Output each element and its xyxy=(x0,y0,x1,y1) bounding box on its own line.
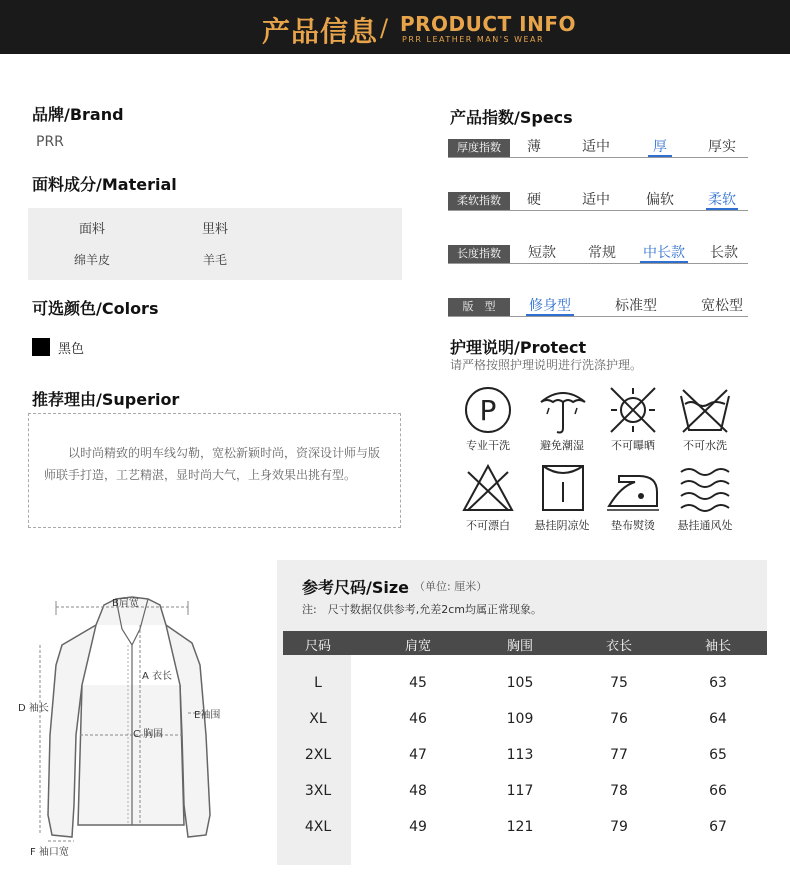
brand-title: 品牌/Brand xyxy=(32,105,124,124)
spec-divider xyxy=(448,210,748,211)
size-cell: 76 xyxy=(610,711,628,727)
care-label: 垫布熨烫 xyxy=(611,519,655,532)
size-cell: 75 xyxy=(610,675,628,691)
size-cell: 121 xyxy=(506,819,534,835)
no-bleach-icon xyxy=(460,462,516,514)
size-title: 参考尺码/Size xyxy=(302,578,410,597)
size-cell: L xyxy=(314,675,322,691)
spec-option: 常规 xyxy=(588,245,616,261)
size-cell: 63 xyxy=(709,675,727,691)
size-cell: 67 xyxy=(709,819,727,835)
material-header-lining: 里料 xyxy=(201,222,228,237)
care-label: 专业干洗 xyxy=(466,439,510,452)
spec-divider xyxy=(448,157,748,158)
header-title-en: PRODUCT INFO xyxy=(400,12,577,36)
size-cell: 3XL xyxy=(304,783,332,799)
spec-option: 适中 xyxy=(582,139,610,155)
care-label: 不可漂白 xyxy=(466,519,510,532)
spec-divider xyxy=(448,263,748,264)
size-cell: 79 xyxy=(610,819,628,835)
size-col-header: 衣长 xyxy=(605,639,632,654)
spec-divider xyxy=(448,316,748,317)
size-cell: 113 xyxy=(506,747,534,763)
size-cell: 47 xyxy=(409,747,427,763)
material-header-outer: 面料 xyxy=(78,222,105,237)
hang-ventilated-icon xyxy=(677,462,733,514)
size-cell: 77 xyxy=(610,747,628,763)
color-label: 黑色 xyxy=(58,342,85,357)
svg-text:P: P xyxy=(479,394,497,427)
material-title: 面料成分/Material xyxy=(32,175,177,194)
care-label: 悬挂阴凉处 xyxy=(534,519,590,532)
size-cell: 2XL xyxy=(304,747,332,763)
size-cell: 105 xyxy=(506,675,534,691)
size-unit: （单位: 厘米） xyxy=(414,580,488,593)
spec-option-selected: 厚 xyxy=(653,139,667,155)
size-cell: 49 xyxy=(409,819,427,835)
size-cell: 4XL xyxy=(304,819,332,835)
spec-tag-fit: 版 型 xyxy=(448,298,510,316)
hang-dry-shade-icon xyxy=(535,462,591,514)
care-label: 不可水洗 xyxy=(683,439,727,452)
spec-selected-underline xyxy=(526,314,574,316)
size-col-header: 胸围 xyxy=(506,639,533,654)
spec-option-selected: 修身型 xyxy=(529,298,571,314)
diagram-label-shoulder: B肩宽 xyxy=(112,598,139,609)
spec-selected-underline xyxy=(706,208,738,210)
spec-tag-softness: 柔软指数 xyxy=(448,192,510,210)
brand-value: PRR xyxy=(36,134,64,150)
avoid-humidity-icon xyxy=(535,384,591,436)
diagram-label-sleeve-length: D 袖长 xyxy=(18,703,49,714)
spec-tag-thickness: 厚度指数 xyxy=(448,139,510,157)
spec-option: 宽松型 xyxy=(701,298,743,314)
diagram-label-cuff: F 袖口宽 xyxy=(30,847,69,858)
spec-option: 标准型 xyxy=(615,298,657,314)
size-cell: 117 xyxy=(506,783,534,799)
diagram-label-chest: C 胸围 xyxy=(133,729,164,740)
spec-option: 厚实 xyxy=(708,139,736,155)
spec-option-selected: 中长款 xyxy=(643,245,685,261)
header-bar xyxy=(0,0,790,54)
size-col-header: 尺码 xyxy=(304,639,331,654)
spec-option: 硬 xyxy=(527,192,541,208)
material-value-lining: 羊毛 xyxy=(202,253,227,267)
care-label: 避免潮湿 xyxy=(540,439,584,452)
spec-option: 长款 xyxy=(710,245,738,261)
spec-option-selected: 柔软 xyxy=(708,192,736,208)
spec-option: 偏软 xyxy=(646,192,674,208)
no-wash-icon xyxy=(677,384,733,436)
size-cell: 64 xyxy=(709,711,727,727)
superior-text: 以时尚精致的明车线勾勒，宽松新颖时尚，资深设计师与版师联手打造，工艺精湛，显时尚大气，上身效果出挑有型。 xyxy=(44,446,381,482)
size-cell: XL xyxy=(309,711,327,727)
header-title-cn: 产品信息 xyxy=(262,15,379,48)
care-label: 悬挂通风处 xyxy=(677,519,733,532)
specs-title: 产品指数/Specs xyxy=(450,108,573,127)
spec-option: 适中 xyxy=(582,192,610,208)
spec-option: 短款 xyxy=(528,245,556,261)
care-label: 不可曝晒 xyxy=(611,439,655,452)
size-note: 注: 尺寸数据仅供参考,允差2cm均属正常现象。 xyxy=(302,603,542,616)
professional-dry-clean-icon xyxy=(460,384,516,436)
iron-with-cloth-icon xyxy=(605,462,661,514)
no-sun-icon xyxy=(605,384,661,436)
size-cell: 48 xyxy=(409,783,427,799)
spec-option: 薄 xyxy=(527,139,541,155)
size-cell: 109 xyxy=(506,711,534,727)
header-subtitle: PRR LEATHER MAN'S WEAR xyxy=(402,35,545,44)
color-swatch-black[interactable] xyxy=(32,338,50,356)
size-cell: 78 xyxy=(610,783,628,799)
size-col-header: 肩宽 xyxy=(404,639,431,654)
diagram-label-sleeve-girth: E袖围 xyxy=(194,710,221,721)
spec-selected-underline xyxy=(648,155,672,157)
spec-tag-length: 长度指数 xyxy=(448,245,510,263)
size-cell: 65 xyxy=(709,747,727,763)
size-col-header: 袖长 xyxy=(704,639,731,654)
size-cell: 45 xyxy=(409,675,427,691)
spec-selected-underline xyxy=(640,261,688,263)
size-cell: 46 xyxy=(409,711,427,727)
diagram-label-length: A 衣长 xyxy=(142,671,173,682)
jacket-measurement-diagram xyxy=(12,585,252,860)
protect-title: 护理说明/Protect xyxy=(450,338,587,357)
size-cell: 66 xyxy=(709,783,727,799)
material-value-outer: 绵羊皮 xyxy=(73,253,110,267)
superior-title: 推荐理由/Superior xyxy=(32,390,180,409)
colors-title: 可选颜色/Colors xyxy=(32,299,159,318)
protect-subtitle: 请严格按照护理说明进行洗涤护理。 xyxy=(450,358,643,372)
header-slash: / xyxy=(380,14,389,42)
